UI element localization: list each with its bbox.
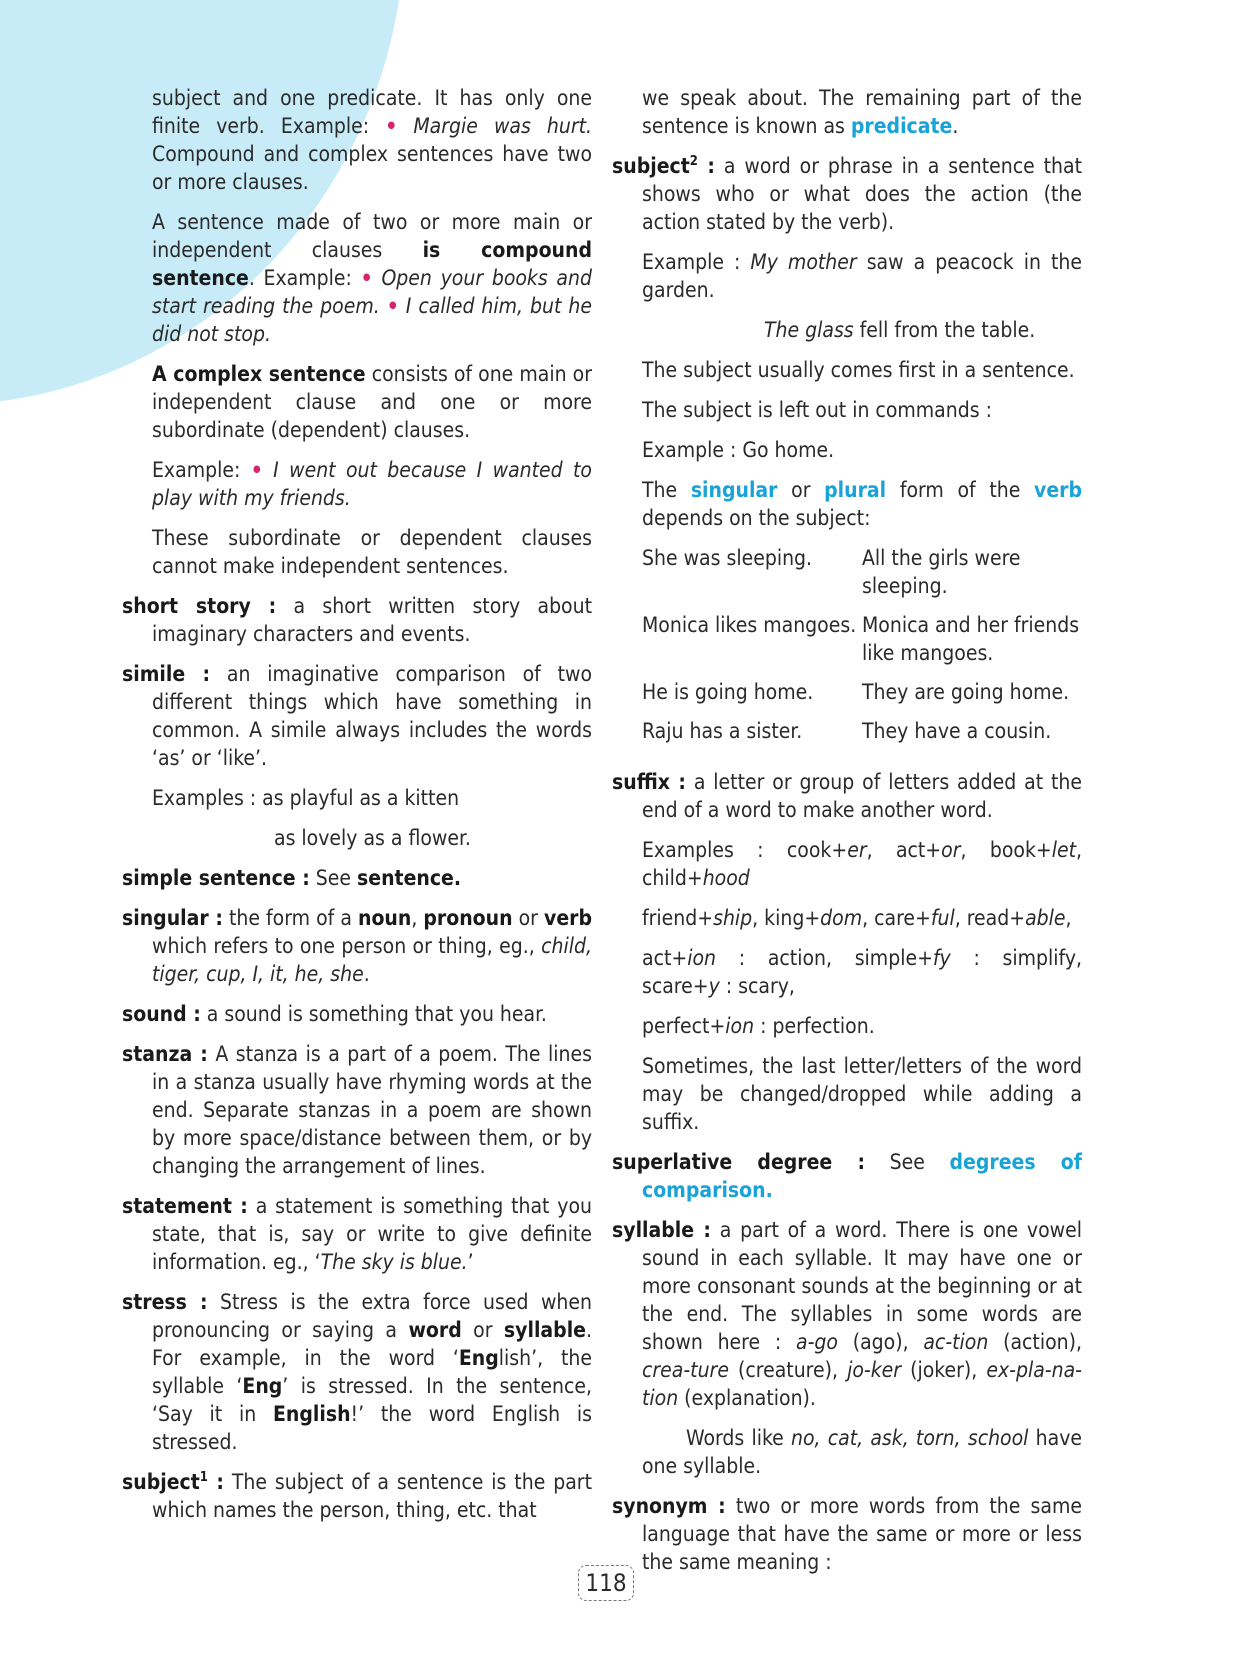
entry-short-story: short story : a short written story about imaginary characters and events. bbox=[122, 594, 592, 646]
bullet-icon: • bbox=[250, 458, 263, 482]
subject-example-2: The glass fell from the table. bbox=[764, 318, 1036, 342]
entry-stanza: stanza : A stanza is a part of a poem. The lines in a stanza usually have rhyming words at the end. Separate stanzas in a poem are shown by more space/distance between them, or by changing the arrangement of lines. bbox=[122, 1042, 592, 1178]
table-row: He is going home. They are going home. bbox=[642, 680, 1070, 704]
right-column bbox=[612, 84, 1082, 1588]
table-row: Monica likes mangoes. Monica and her friends like mangoes. bbox=[642, 613, 1080, 665]
complex-example: Example: • I went out because I wanted to play with my friends. bbox=[152, 458, 592, 510]
entry-subject-2: subject$^2$ : a word or phrase in a sentence that shows who or what does the action (the action stated by the verb). bbox=[612, 154, 1083, 234]
simile-example-1: Examples : as playful as a kitten bbox=[152, 786, 460, 810]
suffix-example-4: perfect+ion : perfection. bbox=[642, 1014, 875, 1038]
entry-subject-1: subject$^1$ : The subject of a sentence is the part which names the person, thing, etc. that bbox=[122, 1470, 592, 1522]
entry-synonym: synonym : two or more words from the same language that have the same or more or less the same meaning : bbox=[612, 1494, 1082, 1574]
entry-suffix: suffix : a letter or group of letters added at the end of a word to make another word. bbox=[612, 770, 1082, 822]
agreement-examples-table bbox=[642, 544, 1082, 756]
page-number: 118 bbox=[578, 1565, 634, 1601]
left-column bbox=[122, 84, 592, 1536]
entry-superlative-degree: superlative degree : See degrees of comparison. bbox=[612, 1150, 1083, 1202]
subject-continued: we speak about. The remaining part of the sentence is known as predicate. bbox=[642, 86, 1082, 138]
compound-sentence-paragraph: A sentence made of two or more main or independent clauses is compound sentence. Example: • Open your books and start reading the poem. • I called him, but he did not stop. bbox=[152, 210, 593, 346]
suffix-note: Sometimes, the last letter/letters of the word may be changed/dropped while adding a suffix. bbox=[642, 1054, 1082, 1134]
entry-singular: singular : the form of a noun, pronoun or verb which refers to one person or thing, eg., child, tiger, cup, I, it, he, she. bbox=[122, 906, 592, 986]
bullet-icon: • bbox=[360, 266, 373, 290]
link-singular[interactable]: singular bbox=[690, 478, 778, 502]
link-predicate[interactable]: predicate bbox=[850, 114, 953, 138]
bullet-icon: • bbox=[385, 114, 398, 138]
suffix-example-1: Examples : cook+er, act+or, book+let, child+hood bbox=[642, 838, 1082, 890]
link-degrees-of-comparison[interactable]: degrees of comparison bbox=[642, 1150, 1083, 1202]
simile-example-2: as lovely as a flower. bbox=[274, 826, 471, 850]
link-plural[interactable]: plural bbox=[824, 478, 887, 502]
link-verb[interactable]: verb bbox=[1034, 478, 1083, 502]
entry-simile: simile : an imaginative comparison of two different things which have something in common. A simile always includes the words ‘as’ or ‘like’. bbox=[122, 662, 592, 770]
entry-syllable: syllable : a part of a word. There is one vowel sound in each syllable. It may have one or more consonant sounds at the beginning or at the end. The syllables in some words are shown here : a-go (ago), ac-tion (action), crea-ture (creature), jo-ker (joker), ex-pla-na-tion (explanation). bbox=[612, 1218, 1082, 1410]
subject-note-1: The subject usually comes first in a sentence. bbox=[642, 358, 1075, 382]
suffix-example-2: friend+ship, king+dom, care+ful, read+able, bbox=[642, 906, 1072, 930]
bullet-icon: • bbox=[386, 294, 399, 318]
syllable-note: Words like no, cat, ask, torn, school have one syllable. bbox=[642, 1426, 1082, 1478]
suffix-example-3: act+ion : action, simple+fy : simplify, scare+y : scary, bbox=[642, 946, 1083, 998]
subordinate-note: These subordinate or dependent clauses cannot make independent sentences. bbox=[152, 526, 592, 578]
entry-simple-sentence: simple sentence : See sentence. bbox=[122, 866, 462, 890]
sentence-types-paragraph: subject and one predicate. It has only one finite verb. Example: • Margie was hurt. Compound and complex sentences have two or more clauses. bbox=[152, 86, 592, 194]
subject-note-2: The subject is left out in commands : bbox=[642, 398, 992, 422]
entry-statement: statement : a statement is something that you state, that is, say or write to give definite information. eg., ‘The sky is blue.’ bbox=[122, 1194, 592, 1274]
subject-note-3: Example : Go home. bbox=[642, 438, 835, 462]
entry-stress: stress : Stress is the extra force used when pronouncing or saying a word or syllable. For example, in the word ‘English’, the syllable ‘Eng’ is stressed. In the sentence, ‘Say it in English!’ the word English is stressed. bbox=[122, 1290, 593, 1454]
subject-example-1: Example : My mother saw a peacock in the garden. bbox=[642, 250, 1082, 302]
complex-sentence-paragraph: A complex sentence consists of one main or independent clause and one or more subordinate (dependent) clauses. bbox=[152, 362, 592, 442]
table-row: Raju has a sister. They have a cousin. bbox=[642, 719, 1052, 743]
table-row: She was sleeping. All the girls were sleeping. bbox=[642, 546, 1021, 598]
entry-sound: sound : a sound is something that you hear. bbox=[122, 1002, 547, 1026]
verb-agreement-note: The singular or plural form of the verb depends on the subject: bbox=[642, 478, 1083, 530]
